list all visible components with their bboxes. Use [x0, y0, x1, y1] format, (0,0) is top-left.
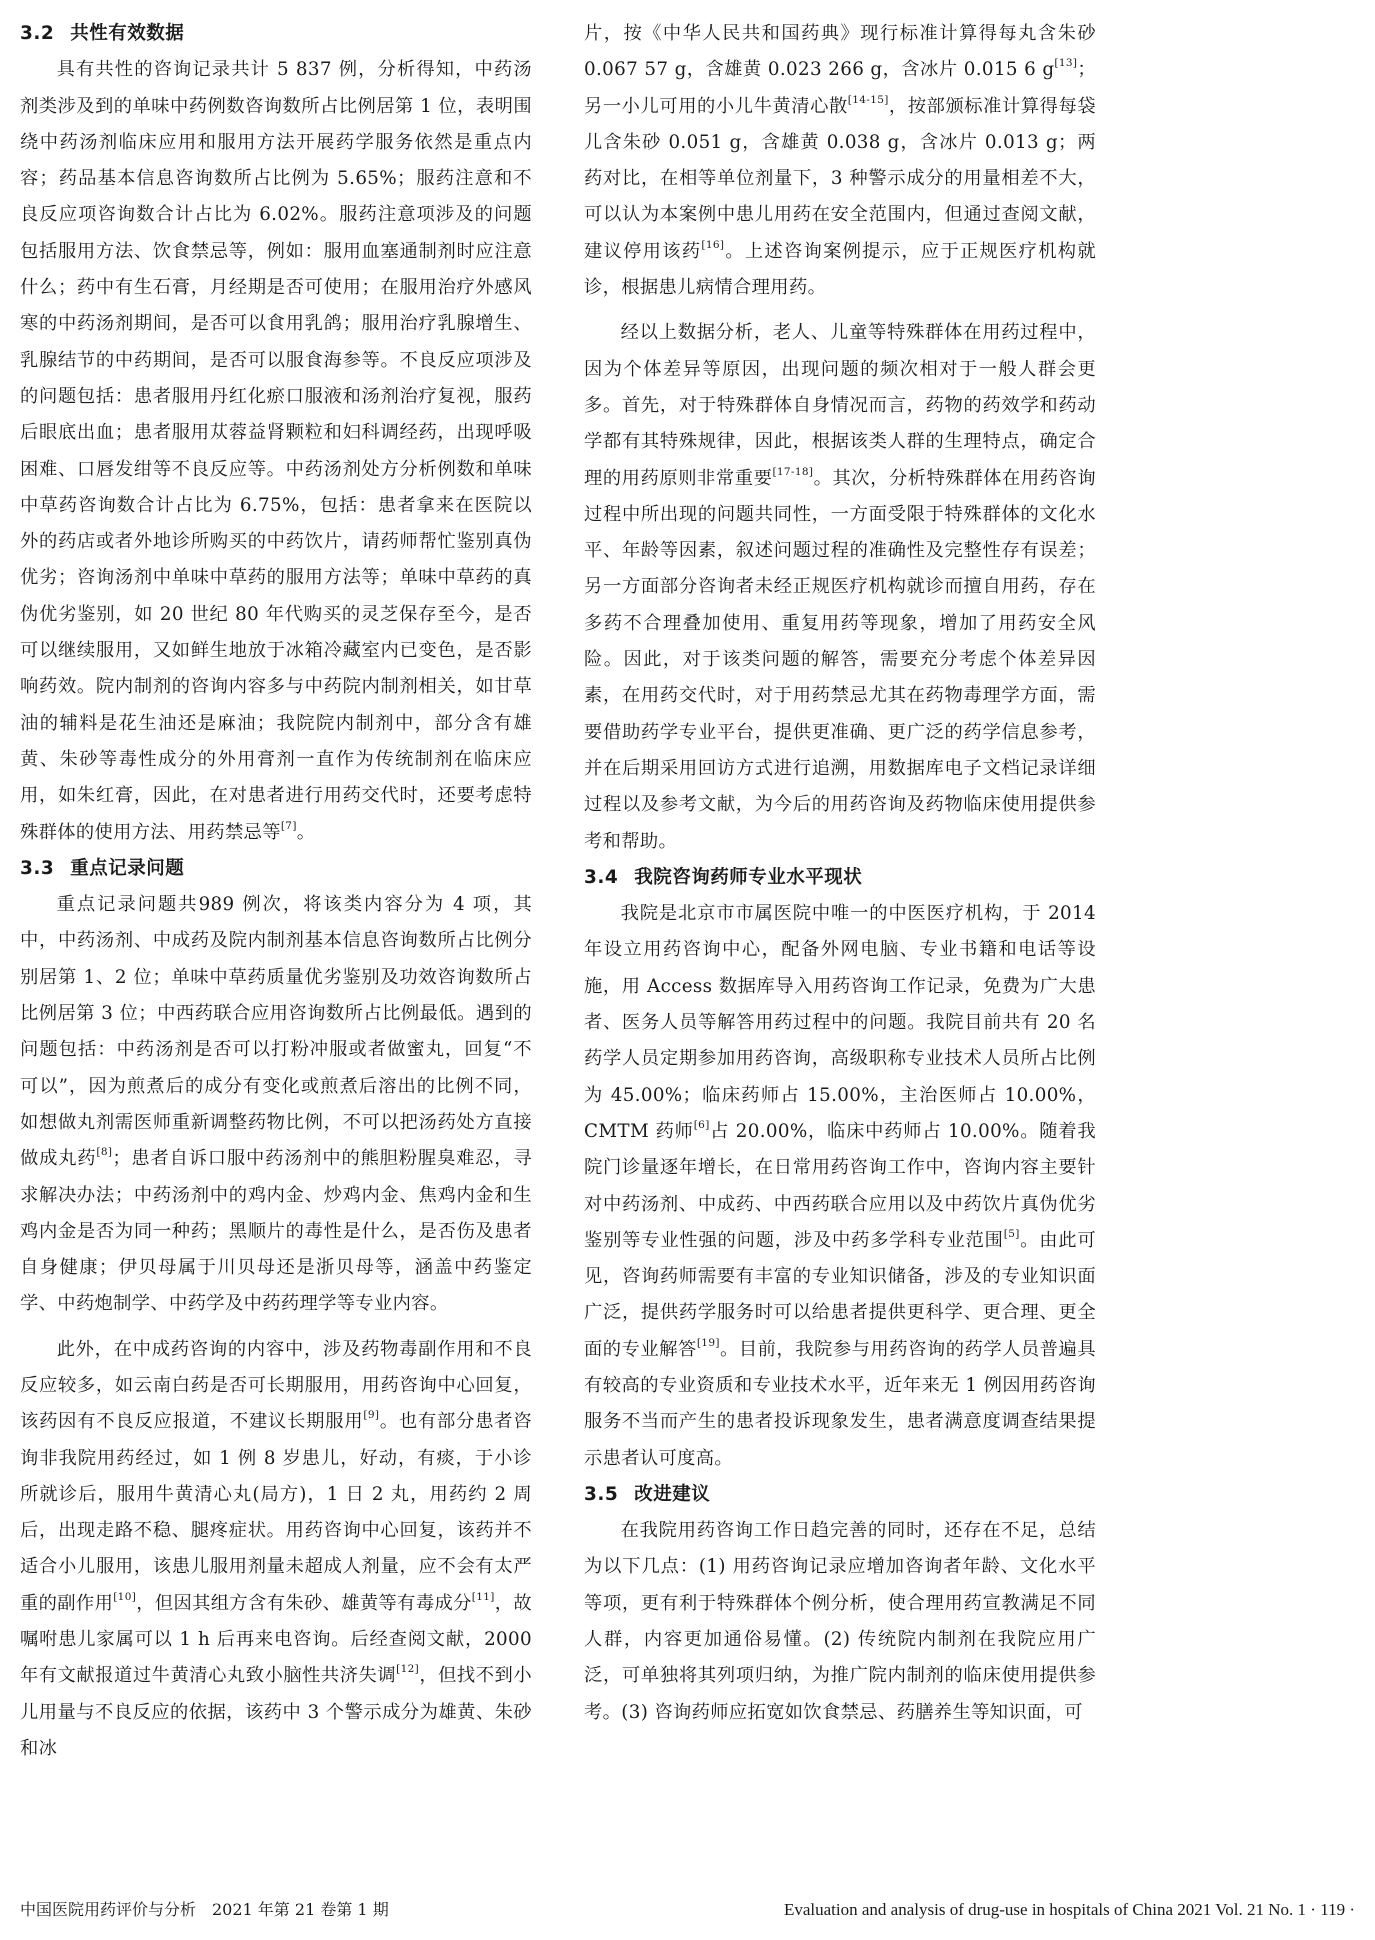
citation-ref[interactable]: [19] [696, 1336, 720, 1349]
section-title: 共性有效数据 [70, 23, 185, 44]
citation-ref[interactable]: [16] [701, 238, 725, 251]
citation-ref[interactable]: [12] [396, 1663, 420, 1676]
paragraph: 此外，在中成药咨询的内容中，涉及药物毒副作用和不良反应较多，如云南白药是否可长期服用，用药咨询中心回复，该药因有不良反应报道，不建议长期服用[9]。也有部分患者咨询非我院用药经过，如 1 例 8 岁患儿，好动，有痰，于小诊所就诊后，服用牛黄清心丸(局方)，1 日 2 丸，用药约 2 周后，出现走路不稳、腿疼症状。用药咨询中心回复，该药并不适合小儿服用，该患儿服用剂量未超成人剂量，应不会有太严重的副作用[10]，但因其组方含有朱砂、雄黄等有毒成分[11]，故嘱咐患儿家属可以 1 h 后再来电咨询。后经查阅文献，2000 年有文献报道过牛黄清心丸致小脑性共济失调[12]，但找不到小儿用量与不良反应的依据，该药中 3 个警示成分为雄黄、朱砂和冰 [20, 1338, 533, 1759]
citation-ref[interactable]: [6] [693, 1118, 710, 1131]
journal-name-cn: 中国医院用药评价与分析 2021 年第 21 卷第 1 期 [20, 1900, 389, 1919]
citation-ref[interactable]: [5] [1003, 1227, 1020, 1240]
section-heading-3-5 [584, 1477, 1096, 1513]
paragraph: 我院是北京市市属医院中唯一的中医医疗机构，于 2014 年设立用药咨询中心，配备外网电脑、专业书籍和电话等设施，用 Access 数据库导入用药咨询工作记录，免费为广大患者、医务人员等解答用药过程中的问题。我院目前共有 20 名药学人员定期参加用药咨询，高级职称专业技术人员所占比例为 45.00%；临床药师占 15.00%，主治医师占 10.00%，CMTM 药师[6]占 20.00%，临床中药师占 10.00%。随着我院门诊量逐年增长，在日常用药咨询工作中，咨询内容主要针对中药汤剂、中成药、中西药联合应用以及中药饮片真伪优劣鉴别等专业性强的问题，涉及中药多学科专业范围[5]。由此可见，咨询药师需要有丰富的专业知识储备，涉及的专业知识面广泛，提供药学服务时可以给患者提供更科学、更合理、更全面的专业解答[19]。目前，我院参与用药咨询的药学人员普遍具有较高的专业资质和专业技术水平，近年来无 1 例因用药咨询服务不当而产生的患者投诉现象发生，患者满意度调查结果提示患者认可度高。 [584, 903, 1097, 1469]
right-column [584, 16, 1096, 1731]
paragraph: 具有共性的咨询记录共计 5 837 例，分析得知，中药汤剂类涉及到的单味中药例数咨询数所占比例居第 1 位，表明围绕中药汤剂临床应用和服用方法开展药学服务依然是重点内容；药品基本信息咨询数所占比例为 5.65%；服药注意和不良反应项咨询数合计占比为 6.02%。服药注意项涉及的问题包括服用方法、饮食禁忌等，例如：服用血塞通制剂时应注意什么；药中有生石膏，月经期是否可使用；在服用治疗外感风寒的中药汤剂期间，是否可以食用乳鸽；服用治疗乳腺增生、乳腺结节的中药期间，是否可以服食海参等。不良反应项涉及的问题包括：患者服用丹红化瘀口服液和汤剂治疗复视，服药后眼底出血；患者服用苁蓉益肾颗粒和妇科调经药，出现呼吸困难、口唇发绀等不良反应等。中药汤剂处方分析例数和单味中草药咨询数合计占比为 6.75%，包括：患者拿来在医院以外的药店或者外地诊所购买的中药饮片，请药师帮忙鉴别真伪优劣；咨询汤剂中单味中草药的服用方法等；单味中草药的真伪优劣鉴别，如 20 世纪 80 年代购买的灵芝保存至今，是否可以继续服用，又如鲜生地放于冰箱冷藏室内已变色，是否影响药效。院内制剂的咨询内容多与中药院内制剂相关，如甘草油的辅料是花生油还是麻油；我院院内制剂中，部分含有雄黄、朱砂等毒性成分的外用膏剂一直作为传统制剂在临床应用，如朱红膏，因此，在对患者进行用药交代时，还要考虑特殊群体的使用方法、用药禁忌等[7]。 [20, 59, 532, 843]
section-number: 3.2 [20, 23, 55, 44]
section-heading-3-2 [20, 16, 532, 52]
citation-ref[interactable]: [9] [363, 1409, 380, 1422]
citation-ref[interactable]: [13] [1054, 57, 1078, 70]
page-footer [20, 1897, 1355, 1923]
section-number: 3.4 [584, 866, 619, 888]
section-number: 3.5 [584, 1483, 619, 1505]
paragraph-continued: 片，按《中华人民共和国药典》现行标准计算得每丸含朱砂 0.067 57 g，含雄黄 0.023 266 g，含冰片 0.015 6 g[13]；另一小儿可用的小儿牛黄清心散[14-15]，按部颁标准计算得每袋儿含朱砂 0.051 g，含雄黄 0.038 g，含冰片 0.013 g；两药对比，在相等单位剂量下，3 种警示成分的用量相差不大，可以认为本案例中患儿用药在安全范围内，但通过查阅文献，建议停用该药[16]。上述咨询案例提示，应于正规医疗机构就诊，根据患儿病情合理用药。 [584, 23, 1096, 299]
paragraph: 经以上数据分析，老人、儿童等特殊群体在用药过程中，因为个体差异等原因，出现问题的频次相对于一般人群会更多。首先，对于特殊群体自身情况而言，药物的药效学和药动学都有其特殊规律，因此，根据该类人群的生理特点，确定合理的用药原则非常重要[17-18]。其次，分析特殊群体在用药咨询过程中所出现的问题共同性，一方面受限于特殊群体的文化水平、年龄等因素，叙述问题过程的准确性及完整性存有误差；另一方面部分咨询者未经正规医疗机构就诊而擅自用药，存在多药不合理叠加使用、重复用药等现象，增加了用药安全风险。因此，对于该类问题的解答，需要充分考虑个体差异因素，在用药交代时，对于用药禁忌尤其在药物毒理学方面，需要借助药学专业平台，提供更准确、更广泛的药学信息参考，并在后期采用回访方式进行追溯，用数据库电子文档记录详细过程以及参考文献，为今后的用药咨询及药物临床使用提供参考和帮助。 [584, 322, 1097, 852]
paragraph: 重点记录问题共989 例次，将该类内容分为 4 项，其中，中药汤剂、中成药及院内制剂基本信息咨询数所占比例分别居第 1、2 位；单味中草药质量优劣鉴别及功效咨询数所占比例居第 3 位；中西药联合应用咨询数所占比例最低。遇到的问题包括：中药汤剂是否可以打粉冲服或者做蜜丸，回复“不可以”，因为煎煮后的成分有变化或煎煮后溶出的比例不同，如想做丸剂需医师重新调整药物比例，不可以把汤药处方直接做成丸药[8]；患者自诉口服中药汤剂中的熊胆粉腥臭难忍，寻求解决办法；中药汤剂中的鸡内金、炒鸡内金、焦鸡内金和生鸡内金是否为同一种药；黑顺片的毒性是什么，是否伤及患者自身健康；伊贝母属于川贝母还是浙贝母等，涵盖中药鉴定学、中药炮制学、中药学及中药药理学等专业内容。 [20, 894, 532, 1315]
citation-ref[interactable]: [17-18] [772, 465, 814, 478]
journal-name-en: Evaluation and analysis of drug-use in hospitals of China 2021 Vol. 21 No. 1 · 119 · [783, 1900, 1355, 1919]
section-number: 3.3 [20, 857, 55, 879]
citation-ref[interactable]: [11] [471, 1590, 495, 1603]
section-title: 改进建议 [634, 1483, 711, 1505]
section-title: 我院咨询药师专业水平现状 [634, 866, 863, 888]
citation-ref[interactable]: [10] [113, 1590, 137, 1603]
citation-ref[interactable]: [8] [96, 1146, 113, 1159]
citation-ref[interactable]: [14-15] [847, 93, 889, 106]
section-heading-3-3 [20, 851, 532, 887]
citation-ref[interactable]: [7] [280, 819, 297, 832]
section-heading-3-4 [584, 860, 1096, 896]
paragraph: 在我院用药咨询工作日趋完善的同时，还存在不足，总结为以下几点：(1) 用药咨询记录应增加咨询者年龄、文化水平等项，更有利于特殊群体个例分析，使合理用药宣教满足不同人群，内容更加通俗易懂。(2) 传统院内制剂在我院应用广泛，可单独将其列项归纳，为推广院内制剂的临床使用提供参考。(3) 咨询药师应拓宽如饮食禁忌、药膳养生等知识面，可 [584, 1520, 1096, 1723]
section-title: 重点记录问题 [70, 857, 185, 879]
left-column [20, 16, 532, 1767]
